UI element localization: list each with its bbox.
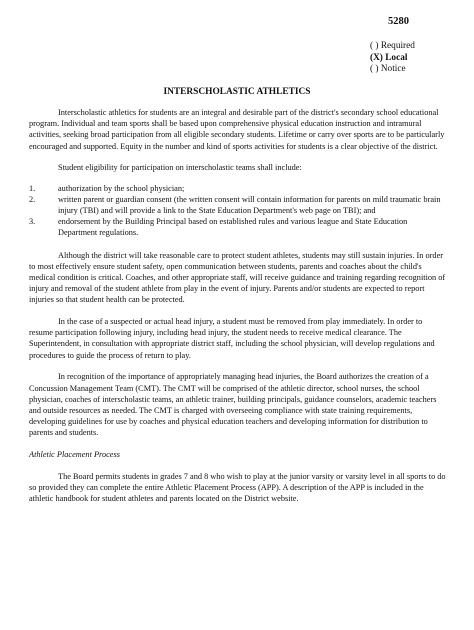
list-text: authorization by the school physician; xyxy=(58,183,185,193)
section-subheading: Athletic Placement Process xyxy=(29,450,120,460)
list-number: 3. xyxy=(29,217,36,227)
classification-required: ( ) Required xyxy=(370,41,415,51)
placement-paragraph: The Board permits students in grades 7 and 8 who wish to play at the junior varsity or varsity level in all sports to do so provided they can complete the entire Athletic Placement Process (APP). A description of the APP is included in the athletic handbook for student athletes and parents located on the District website. xyxy=(29,471,446,504)
classification-local: (X) Local xyxy=(370,52,408,63)
list-text: endorsement by the Building Principal based on established rules and various league and State Education Department regulations. xyxy=(58,217,408,238)
document-body xyxy=(29,107,447,515)
policy-number: 5280 xyxy=(388,16,409,27)
classification-notice: ( ) Notice xyxy=(370,64,406,75)
list-item xyxy=(29,194,447,216)
injury-paragraph: Although the district will take reasonable care to protect student athletes, students may still sustain injuries. In order to most effectively ensure student safety, open communication between students, parents and coaches about the child's medical condition is critical. Coaches, and other appropriate staff, will receive guidance and training regarding recognition of injury and removal of the student athlete from play in the event of injury. Parents and/or students are expected to report injuries so that student health can be protected. xyxy=(29,250,446,305)
list-item xyxy=(29,216,447,238)
policy-classification xyxy=(370,41,415,76)
head-injury-paragraph: In the case of a suspected or actual head injury, a student must be removed from play immediately. In order to resume participation following injury, including head injury, the student needs to receive medical clearance. The Superintendent, in consultation with appropriate district staff, including the school physician, will develop regulations and procedures to guide the process of return to play. xyxy=(29,317,435,360)
cmt-paragraph: In recognition of the importance of appropriately managing head injuries, the Board authorizes the creation of a Concussion Management Team (CMT). The CMT will be comprised of the athletic director, school nurses, the school physician, coaches of interscholastic teams, an athletic trainer, building principals, guidance counselors, academic teachers and outside resources as needed. The CMT is charged with overseeing compliance with state training requirements, developing guidelines for use by coaches and physical education teachers and developing information for distribution to parents and students. xyxy=(29,372,437,438)
intro-paragraph: Interscholastic athletics for students are an integral and desirable part of the district's secondary school educational program. Individual and team sports shall be based upon comprehensive physical education instruction and intramural activities, seeking broad participation from all eligible secondary students. Lifetime or carry over sports are to be particularly encouraged and supported. Equity in the number and kind of sports activities for students is a clear objective of the district. xyxy=(29,108,445,151)
list-item xyxy=(29,183,447,194)
eligibility-intro: Student eligibility for participation on interscholastic teams shall include: xyxy=(58,163,302,173)
document-title: INTERSCHOLASTIC ATHLETICS xyxy=(163,87,311,97)
eligibility-list xyxy=(29,183,447,239)
list-number: 1. xyxy=(29,183,36,193)
list-number: 2. xyxy=(29,194,36,204)
list-text: written parent or guardian consent (the written consent will contain information for parents on mild traumatic brain injury (TBI) and will provide a link to the State Education Department's web page on TBI); and xyxy=(58,194,441,215)
